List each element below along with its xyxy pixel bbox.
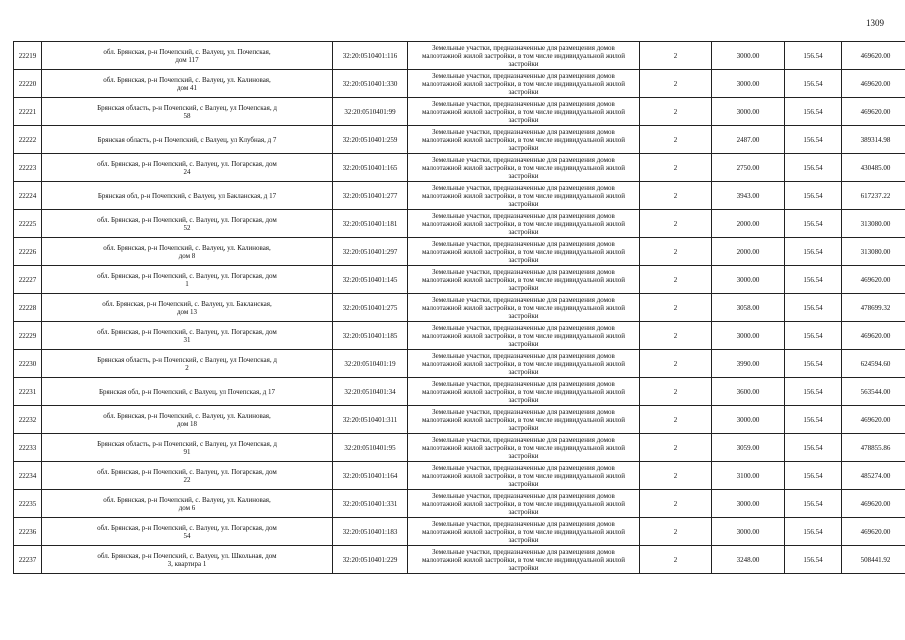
area-cell: 3059.00 xyxy=(712,434,785,462)
cadastral-number-cell: 32:20:0510401:165 xyxy=(333,154,408,182)
page-number: 1309 xyxy=(866,18,884,28)
cadastral-number-cell: 32:20:0510401:277 xyxy=(333,182,408,210)
permitted-use-text: Земельные участки, предназначенные для размещения домов малоэтажной жилой застройки, в том числе индивидуальной жилой застройки xyxy=(421,323,626,348)
specific-value-cell: 156.54 xyxy=(785,42,842,70)
address-cell xyxy=(42,266,333,294)
specific-value-cell: 156.54 xyxy=(785,518,842,546)
cadastral-value-cell: 313080.00 xyxy=(842,210,905,238)
permitted-use-cell xyxy=(408,154,640,182)
specific-value-cell: 156.54 xyxy=(785,546,842,574)
permitted-use-text: Земельные участки, предназначенные для размещения домов малоэтажной жилой застройки, в том числе индивидуальной жилой застройки xyxy=(421,491,626,516)
address-text: Брянская обл, р-н Почепский, с Валуец, ул Почепская, д 17 xyxy=(98,387,276,396)
table-row xyxy=(14,98,905,126)
address-cell xyxy=(42,350,333,378)
permitted-use-cell xyxy=(408,406,640,434)
permitted-use-text: Земельные участки, предназначенные для размещения домов малоэтажной жилой застройки, в том числе индивидуальной жилой застройки xyxy=(421,267,626,292)
group-cell: 2 xyxy=(640,210,712,238)
specific-value-cell: 156.54 xyxy=(785,378,842,406)
address-text: обл. Брянская, р-н Почепский, с. Валуец, ул. Школьная, дом 3, квартира 1 xyxy=(97,551,277,568)
area-cell: 3000.00 xyxy=(712,98,785,126)
table-row xyxy=(14,378,905,406)
address-text: обл. Брянская, р-н Почепский, с. Валуец, ул. Погарская, дом 54 xyxy=(97,523,277,540)
area-cell: 3943.00 xyxy=(712,182,785,210)
permitted-use-cell xyxy=(408,518,640,546)
cadastral-number-cell: 32:20:0510401:34 xyxy=(333,378,408,406)
specific-value-cell: 156.54 xyxy=(785,266,842,294)
specific-value-cell: 156.54 xyxy=(785,294,842,322)
cadastral-number-cell: 32:20:0510401:297 xyxy=(333,238,408,266)
area-cell: 2487.00 xyxy=(712,126,785,154)
record-number-cell: 22224 xyxy=(14,182,42,210)
area-cell: 3000.00 xyxy=(712,266,785,294)
area-cell: 3000.00 xyxy=(712,406,785,434)
table-row xyxy=(14,350,905,378)
area-cell: 3000.00 xyxy=(712,322,785,350)
specific-value-cell: 156.54 xyxy=(785,406,842,434)
cadastral-number-cell: 32:20:0510401:164 xyxy=(333,462,408,490)
group-cell: 2 xyxy=(640,462,712,490)
address-cell xyxy=(42,210,333,238)
table-row xyxy=(14,154,905,182)
address-cell xyxy=(42,546,333,574)
record-number-cell: 22227 xyxy=(14,266,42,294)
record-number-cell: 22235 xyxy=(14,490,42,518)
permitted-use-cell xyxy=(408,182,640,210)
area-cell: 3990.00 xyxy=(712,350,785,378)
permitted-use-text: Земельные участки, предназначенные для размещения домов малоэтажной жилой застройки, в том числе индивидуальной жилой застройки xyxy=(421,71,626,96)
record-number-cell: 22228 xyxy=(14,294,42,322)
area-cell: 3600.00 xyxy=(712,378,785,406)
permitted-use-cell xyxy=(408,322,640,350)
permitted-use-text: Земельные участки, предназначенные для размещения домов малоэтажной жилой застройки, в том числе индивидуальной жилой застройки xyxy=(421,519,626,544)
permitted-use-text: Земельные участки, предназначенные для размещения домов малоэтажной жилой застройки, в том числе индивидуальной жилой застройки xyxy=(421,435,626,460)
table-row xyxy=(14,266,905,294)
permitted-use-text: Земельные участки, предназначенные для размещения домов малоэтажной жилой застройки, в том числе индивидуальной жилой застройки xyxy=(421,239,626,264)
cadastral-number-cell: 32:20:0510401:229 xyxy=(333,546,408,574)
record-number-cell: 22225 xyxy=(14,210,42,238)
table-row xyxy=(14,42,905,70)
table-row xyxy=(14,182,905,210)
specific-value-cell: 156.54 xyxy=(785,182,842,210)
cadastral-value-cell: 313080.00 xyxy=(842,238,905,266)
permitted-use-cell xyxy=(408,70,640,98)
address-cell xyxy=(42,294,333,322)
area-cell: 3000.00 xyxy=(712,42,785,70)
group-cell: 2 xyxy=(640,546,712,574)
address-text: обл. Брянская, р-н Почепский, с. Валуец, ул. Погарская, дом 1 xyxy=(97,271,277,288)
area-cell: 3000.00 xyxy=(712,518,785,546)
land-registry-table xyxy=(13,41,905,574)
group-cell: 2 xyxy=(640,238,712,266)
record-number-cell: 22226 xyxy=(14,238,42,266)
permitted-use-text: Земельные участки, предназначенные для размещения домов малоэтажной жилой застройки, в том числе индивидуальной жилой застройки xyxy=(421,211,626,236)
record-number-cell: 22220 xyxy=(14,70,42,98)
record-number-cell: 22230 xyxy=(14,350,42,378)
cadastral-number-cell: 32:20:0510401:181 xyxy=(333,210,408,238)
table-row xyxy=(14,490,905,518)
cadastral-value-cell: 624594.60 xyxy=(842,350,905,378)
cadastral-value-cell: 478855.86 xyxy=(842,434,905,462)
specific-value-cell: 156.54 xyxy=(785,154,842,182)
area-cell: 3100.00 xyxy=(712,462,785,490)
table-row xyxy=(14,294,905,322)
cadastral-value-cell: 617237.22 xyxy=(842,182,905,210)
record-number-cell: 22229 xyxy=(14,322,42,350)
address-text: обл. Брянская, р-н Почепский, с. Валуец, ул. Погарская, дом 22 xyxy=(97,467,277,484)
table-row xyxy=(14,518,905,546)
address-cell xyxy=(42,154,333,182)
cadastral-number-cell: 32:20:0510401:183 xyxy=(333,518,408,546)
cadastral-number-cell: 32:20:0510401:311 xyxy=(333,406,408,434)
address-text: обл. Брянская, р-н Почепский, с. Валуец, ул. Калиновая, дом 6 xyxy=(103,495,271,512)
address-text: обл. Брянская, р-н Почепский, с. Валуец, ул. Погарская, дом 24 xyxy=(97,159,277,176)
area-cell: 2750.00 xyxy=(712,154,785,182)
cadastral-number-cell: 32:20:0510401:116 xyxy=(333,42,408,70)
table-row xyxy=(14,210,905,238)
table-row xyxy=(14,406,905,434)
address-cell xyxy=(42,98,333,126)
permitted-use-cell xyxy=(408,294,640,322)
address-cell xyxy=(42,70,333,98)
record-number-cell: 22236 xyxy=(14,518,42,546)
address-cell xyxy=(42,182,333,210)
group-cell: 2 xyxy=(640,266,712,294)
record-number-cell: 22223 xyxy=(14,154,42,182)
group-cell: 2 xyxy=(640,406,712,434)
address-cell xyxy=(42,322,333,350)
address-cell xyxy=(42,238,333,266)
table-row xyxy=(14,322,905,350)
cadastral-value-cell: 469620.00 xyxy=(842,490,905,518)
address-cell xyxy=(42,434,333,462)
table-body xyxy=(14,42,905,574)
permitted-use-text: Земельные участки, предназначенные для размещения домов малоэтажной жилой застройки, в том числе индивидуальной жилой застройки xyxy=(421,379,626,404)
cadastral-value-cell: 469620.00 xyxy=(842,406,905,434)
address-text: обл. Брянская, р-н Почепский, с. Валуец, ул. Калиновая, дом 8 xyxy=(103,243,271,260)
area-cell: 3058.00 xyxy=(712,294,785,322)
group-cell: 2 xyxy=(640,322,712,350)
cadastral-value-cell: 430485.00 xyxy=(842,154,905,182)
table-row xyxy=(14,70,905,98)
cadastral-value-cell: 469620.00 xyxy=(842,266,905,294)
cadastral-value-cell: 485274.00 xyxy=(842,462,905,490)
cadastral-number-cell: 32:20:0510401:275 xyxy=(333,294,408,322)
table-row xyxy=(14,126,905,154)
area-cell: 2000.00 xyxy=(712,210,785,238)
address-cell xyxy=(42,126,333,154)
address-cell xyxy=(42,378,333,406)
permitted-use-cell xyxy=(408,350,640,378)
permitted-use-cell xyxy=(408,462,640,490)
record-number-cell: 22233 xyxy=(14,434,42,462)
permitted-use-text: Земельные участки, предназначенные для размещения домов малоэтажной жилой застройки, в том числе индивидуальной жилой застройки xyxy=(421,407,626,432)
permitted-use-text: Земельные участки, предназначенные для размещения домов малоэтажной жилой застройки, в том числе индивидуальной жилой застройки xyxy=(421,127,626,152)
address-text: обл. Брянская, р-н Почепский, с. Валуец, ул. Калиновая, дом 41 xyxy=(103,75,271,92)
permitted-use-cell xyxy=(408,238,640,266)
cadastral-number-cell: 32:20:0510401:330 xyxy=(333,70,408,98)
address-text: обл. Брянская, р-н Почепский, с. Валуец, ул. Калиновая, дом 18 xyxy=(103,411,271,428)
group-cell: 2 xyxy=(640,182,712,210)
address-cell xyxy=(42,490,333,518)
permitted-use-cell xyxy=(408,126,640,154)
group-cell: 2 xyxy=(640,518,712,546)
cadastral-value-cell: 469620.00 xyxy=(842,322,905,350)
permitted-use-text: Земельные участки, предназначенные для размещения домов малоэтажной жилой застройки, в том числе индивидуальной жилой застройки xyxy=(421,99,626,124)
group-cell: 2 xyxy=(640,434,712,462)
address-text: обл. Брянская, р-н Почепский, с. Валуец, ул. Погарская, дом 52 xyxy=(97,215,277,232)
permitted-use-cell xyxy=(408,490,640,518)
permitted-use-cell xyxy=(408,266,640,294)
group-cell: 2 xyxy=(640,490,712,518)
address-text: Брянская область, р-н Почепский, с Валуец, ул Почепская, д 91 xyxy=(97,439,277,456)
record-number-cell: 22221 xyxy=(14,98,42,126)
address-cell xyxy=(42,518,333,546)
permitted-use-text: Земельные участки, предназначенные для размещения домов малоэтажной жилой застройки, в том числе индивидуальной жилой застройки xyxy=(421,43,626,68)
group-cell: 2 xyxy=(640,98,712,126)
specific-value-cell: 156.54 xyxy=(785,210,842,238)
cadastral-value-cell: 478699.32 xyxy=(842,294,905,322)
table-row xyxy=(14,238,905,266)
address-text: обл. Брянская, р-н Почепский, с. Валуец, ул. Погарская, дом 31 xyxy=(97,327,277,344)
cadastral-value-cell: 508441.92 xyxy=(842,546,905,574)
permitted-use-cell xyxy=(408,210,640,238)
address-cell xyxy=(42,42,333,70)
specific-value-cell: 156.54 xyxy=(785,322,842,350)
address-text: обл. Брянская, р-н Почепский, с. Валуец, ул. Почепская, дом 117 xyxy=(103,47,271,64)
area-cell: 2000.00 xyxy=(712,238,785,266)
area-cell: 3000.00 xyxy=(712,490,785,518)
permitted-use-cell xyxy=(408,434,640,462)
permitted-use-cell xyxy=(408,378,640,406)
specific-value-cell: 156.54 xyxy=(785,126,842,154)
cadastral-number-cell: 32:20:0510401:19 xyxy=(333,350,408,378)
area-cell: 3248.00 xyxy=(712,546,785,574)
record-number-cell: 22234 xyxy=(14,462,42,490)
address-text: Брянская область, р-н Почепский, с Валуец, ул Клубная, д 7 xyxy=(97,135,277,144)
permitted-use-text: Земельные участки, предназначенные для размещения домов малоэтажной жилой застройки, в том числе индивидуальной жилой застройки xyxy=(421,463,626,488)
cadastral-value-cell: 469620.00 xyxy=(842,42,905,70)
group-cell: 2 xyxy=(640,378,712,406)
address-cell xyxy=(42,406,333,434)
permitted-use-text: Земельные участки, предназначенные для размещения домов малоэтажной жилой застройки, в том числе индивидуальной жилой застройки xyxy=(421,295,626,320)
permitted-use-text: Земельные участки, предназначенные для размещения домов малоэтажной жилой застройки, в том числе индивидуальной жилой застройки xyxy=(421,183,626,208)
permitted-use-text: Земельные участки, предназначенные для размещения домов малоэтажной жилой застройки, в том числе индивидуальной жилой застройки xyxy=(421,155,626,180)
permitted-use-text: Земельные участки, предназначенные для размещения домов малоэтажной жилой застройки, в том числе индивидуальной жилой застройки xyxy=(421,547,626,572)
cadastral-number-cell: 32:20:0510401:331 xyxy=(333,490,408,518)
permitted-use-cell xyxy=(408,546,640,574)
cadastral-value-cell: 469620.00 xyxy=(842,518,905,546)
cadastral-number-cell: 32:20:0510401:95 xyxy=(333,434,408,462)
record-number-cell: 22219 xyxy=(14,42,42,70)
cadastral-number-cell: 32:20:0510401:259 xyxy=(333,126,408,154)
group-cell: 2 xyxy=(640,70,712,98)
cadastral-value-cell: 469620.00 xyxy=(842,70,905,98)
specific-value-cell: 156.54 xyxy=(785,350,842,378)
table-row xyxy=(14,462,905,490)
group-cell: 2 xyxy=(640,126,712,154)
group-cell: 2 xyxy=(640,42,712,70)
table-row xyxy=(14,434,905,462)
record-number-cell: 22237 xyxy=(14,546,42,574)
cadastral-value-cell: 469620.00 xyxy=(842,98,905,126)
cadastral-value-cell: 389314.98 xyxy=(842,126,905,154)
specific-value-cell: 156.54 xyxy=(785,462,842,490)
address-text: Брянская область, р-н Почепский, с Валуец, ул Почепская, д 2 xyxy=(97,355,277,372)
cadastral-number-cell: 32:20:0510401:99 xyxy=(333,98,408,126)
record-number-cell: 22231 xyxy=(14,378,42,406)
permitted-use-cell xyxy=(408,98,640,126)
permitted-use-cell xyxy=(408,42,640,70)
specific-value-cell: 156.54 xyxy=(785,238,842,266)
cadastral-number-cell: 32:20:0510401:145 xyxy=(333,266,408,294)
group-cell: 2 xyxy=(640,294,712,322)
record-number-cell: 22222 xyxy=(14,126,42,154)
area-cell: 3000.00 xyxy=(712,70,785,98)
specific-value-cell: 156.54 xyxy=(785,70,842,98)
address-text: обл. Брянская, р-н Почепский, с. Валуец, ул. Бакланская, дом 13 xyxy=(102,299,272,316)
address-text: Брянская область, р-н Почепский, с Валуец, ул Почепская, д 58 xyxy=(97,103,277,120)
cadastral-number-cell: 32:20:0510401:185 xyxy=(333,322,408,350)
specific-value-cell: 156.54 xyxy=(785,98,842,126)
cadastral-value-cell: 563544.00 xyxy=(842,378,905,406)
group-cell: 2 xyxy=(640,154,712,182)
address-cell xyxy=(42,462,333,490)
specific-value-cell: 156.54 xyxy=(785,490,842,518)
specific-value-cell: 156.54 xyxy=(785,434,842,462)
record-number-cell: 22232 xyxy=(14,406,42,434)
table-row xyxy=(14,546,905,574)
permitted-use-text: Земельные участки, предназначенные для размещения домов малоэтажной жилой застройки, в том числе индивидуальной жилой застройки xyxy=(421,351,626,376)
group-cell: 2 xyxy=(640,350,712,378)
address-text: Брянская обл, р-н Почепский, с Валуец, ул Бакланская, д 17 xyxy=(97,191,277,200)
